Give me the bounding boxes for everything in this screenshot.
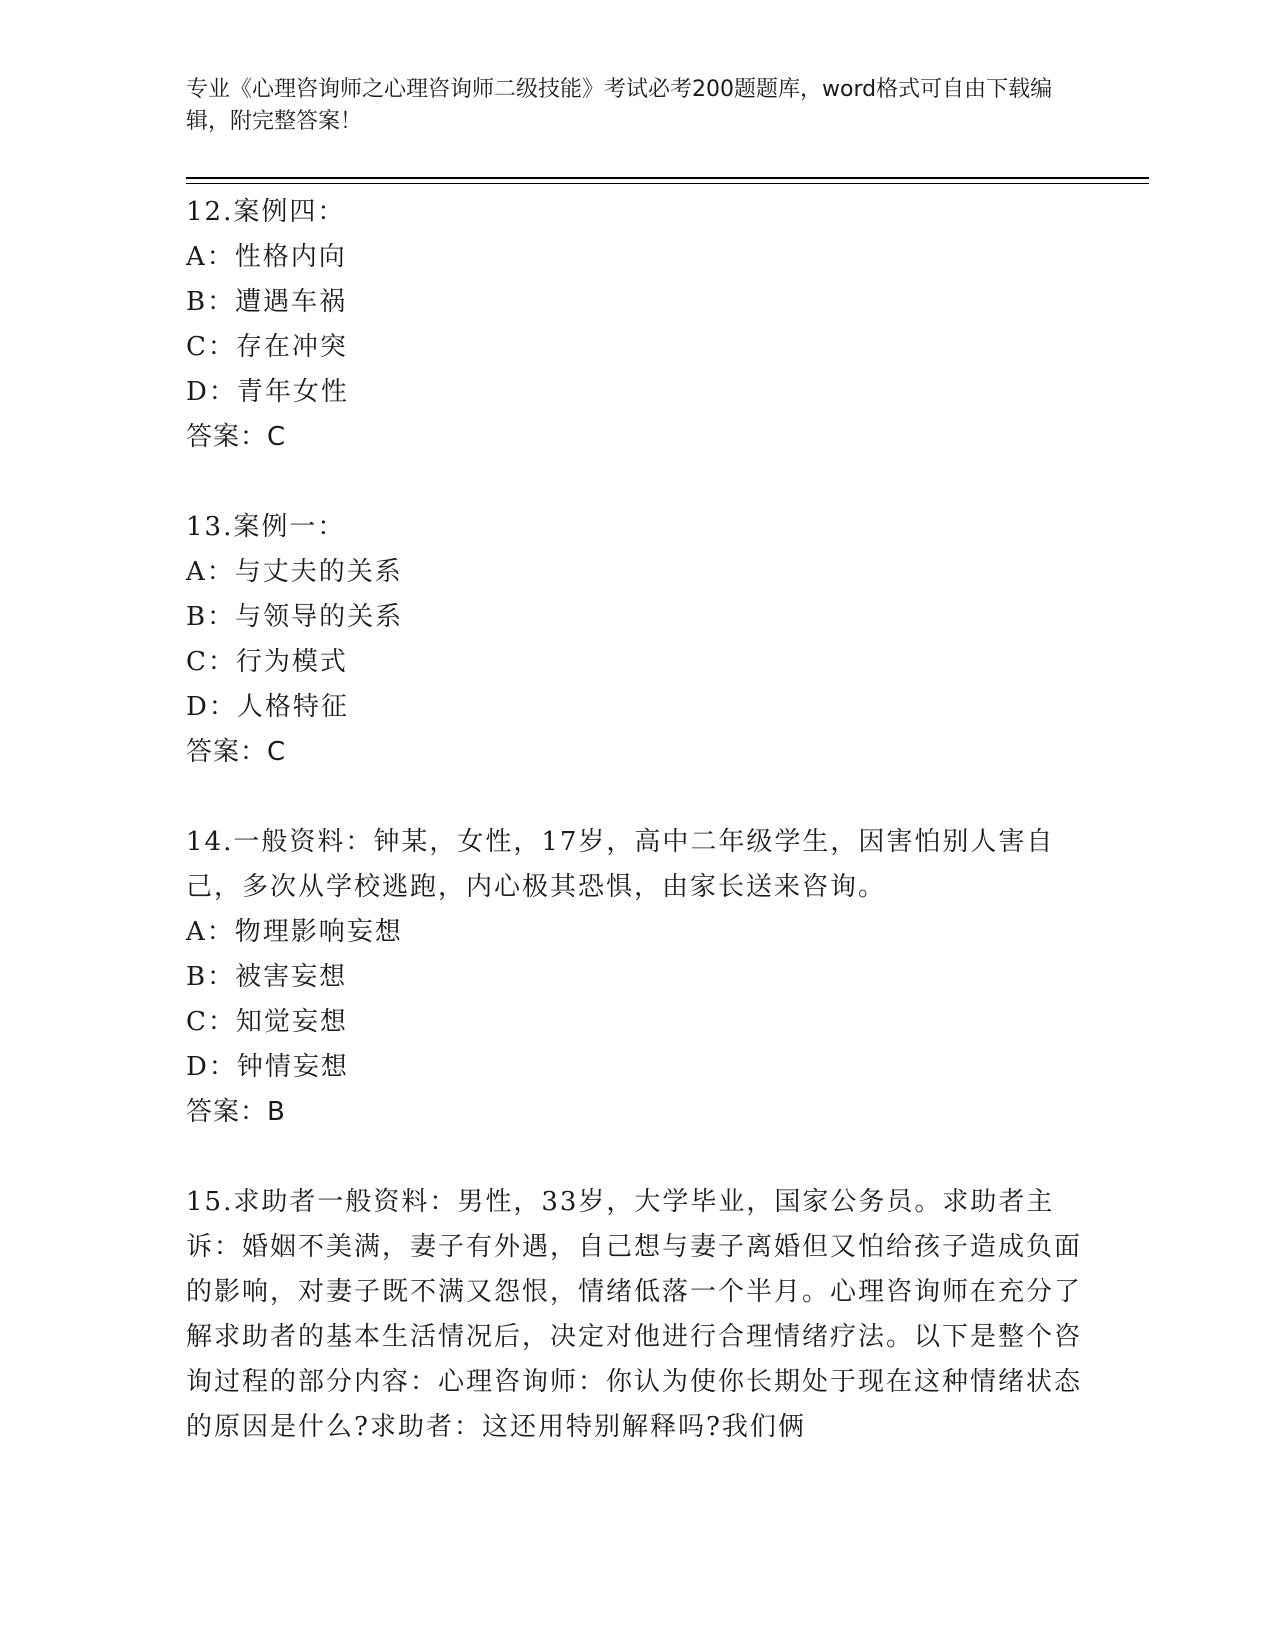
answer-line: 答案：C xyxy=(186,422,287,452)
question-13 xyxy=(186,505,1086,775)
document-header xyxy=(186,74,1066,138)
option-b: B：遭遇车祸 xyxy=(186,287,348,317)
option-a: A：性格内向 xyxy=(186,242,347,272)
option-d: D：钟情妄想 xyxy=(186,1052,349,1082)
option-b: B：被害妄想 xyxy=(186,962,348,992)
option-a: A：物理影响妄想 xyxy=(186,917,403,947)
question-list xyxy=(186,190,1086,1495)
option-c: C：存在冲突 xyxy=(186,332,348,362)
option-d: D：人格特征 xyxy=(186,692,349,722)
option-d: D：青年女性 xyxy=(186,377,349,407)
question-stem: 13.案例一： xyxy=(186,512,346,542)
header-rule-thick xyxy=(186,177,1149,179)
question-15 xyxy=(186,1180,1086,1450)
option-c: C：行为模式 xyxy=(186,647,348,677)
question-12 xyxy=(186,190,1086,460)
question-stem: 14.一般资料：钟某，女性，17岁，高中二年级学生，因害怕别人害自己，多次从学校逃跑，内心极其恐惧，由家长送来咨询。 xyxy=(186,827,1055,902)
answer-line: 答案：B xyxy=(186,1097,286,1127)
header-text: 专业《心理咨询师之心理咨询师二级技能》考试必考200题题库，word格式可自由下载编辑，附完整答案！ xyxy=(186,77,1053,134)
answer-line: 答案：C xyxy=(186,737,287,767)
option-b: B：与领导的关系 xyxy=(186,602,404,632)
option-c: C：知觉妄想 xyxy=(186,1007,348,1037)
question-stem: 12.案例四： xyxy=(186,197,346,227)
option-a: A：与丈夫的关系 xyxy=(186,557,403,587)
question-14 xyxy=(186,820,1086,1135)
header-rule-thin xyxy=(186,183,1149,184)
question-stem: 15.求助者一般资料：男性，33岁，大学毕业，国家公务员。求助者主诉：婚姻不美满，妻子有外遇，自己想与妻子离婚但又怕给孩子造成负面的影响，对妻子既不满又怨恨，情绪低落一个半月。心理咨询师在充分了解求助者的基本生活情况后，决定对他进行合理情绪疗法。以下是整个咨询过程的部分内容：心理咨询师：你认为使你长期处于现在这种情绪状态的原因是什么?求助者：这还用特别解释吗?我们俩 xyxy=(186,1187,1083,1442)
